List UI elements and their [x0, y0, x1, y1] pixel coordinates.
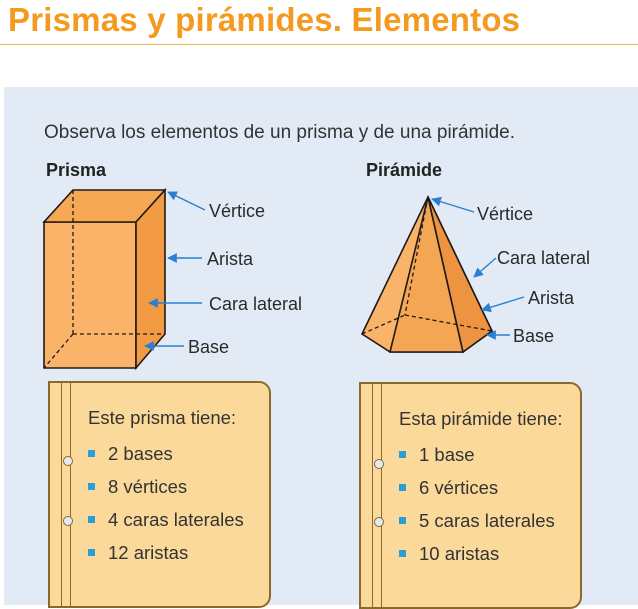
- bullet-icon: [399, 517, 406, 524]
- pyramid-info-card: [359, 382, 582, 609]
- prism-properties-list: [88, 443, 244, 575]
- pyramid-vertex-arrow: [432, 199, 474, 212]
- list-item: 8 vértices: [88, 476, 244, 509]
- prism-base-label: Base: [188, 337, 230, 357]
- prism-side-face: [136, 190, 165, 368]
- list-item: 2 bases: [88, 443, 244, 476]
- page-title: Prismas y pirámides. Elementos: [8, 1, 521, 38]
- list-item: 5 caras laterales: [399, 510, 555, 543]
- prism-figure: [44, 190, 165, 368]
- pyramid-vertex-label: Vértice: [477, 204, 534, 224]
- pyramid-face-label: Cara lateral: [497, 248, 591, 268]
- bullet-icon: [88, 516, 95, 523]
- pyramid-card-title: Esta pirámide tiene:: [399, 408, 563, 429]
- bullet-icon: [88, 483, 95, 490]
- bullet-icon: [88, 549, 95, 556]
- prism-vertex-arrow: [168, 192, 205, 210]
- list-item: 10 aristas: [399, 543, 555, 576]
- list-item: 12 aristas: [88, 542, 244, 575]
- binder-hole-icon: [374, 459, 384, 469]
- bullet-icon: [399, 550, 406, 557]
- prism-info-card: [48, 381, 271, 608]
- card-spine: [61, 382, 71, 608]
- binder-hole-icon: [63, 456, 73, 466]
- prism-heading: Prisma: [46, 160, 107, 180]
- binder-hole-icon: [374, 517, 384, 527]
- list-item: 1 base: [399, 444, 555, 477]
- list-item: 4 caras laterales: [88, 509, 244, 542]
- card-spine: [372, 383, 382, 609]
- pyramid-figure: [362, 197, 492, 352]
- pyramid-base-label: Base: [513, 326, 555, 346]
- bullet-icon: [399, 451, 406, 458]
- intro-text: Observa los elementos de un prisma y de una pirámide.: [44, 122, 516, 143]
- prism-card-title: Este prisma tiene:: [88, 407, 237, 428]
- prism-front-face: [44, 222, 136, 368]
- binder-hole-icon: [63, 516, 73, 526]
- bullet-icon: [88, 450, 95, 457]
- pyramid-properties-list: [399, 444, 555, 576]
- pyramid-edge-arrow: [482, 297, 524, 310]
- bullet-icon: [399, 484, 406, 491]
- pyramid-heading: Pirámide: [366, 160, 443, 180]
- pyramid-edge-label: Arista: [528, 288, 575, 308]
- prism-face-label: Cara lateral: [209, 294, 303, 314]
- pyramid-face-arrow: [474, 258, 496, 277]
- prism-vertex-label: Vértice: [209, 201, 266, 221]
- prism-edge-label: Arista: [207, 249, 254, 269]
- list-item: 6 vértices: [399, 477, 555, 510]
